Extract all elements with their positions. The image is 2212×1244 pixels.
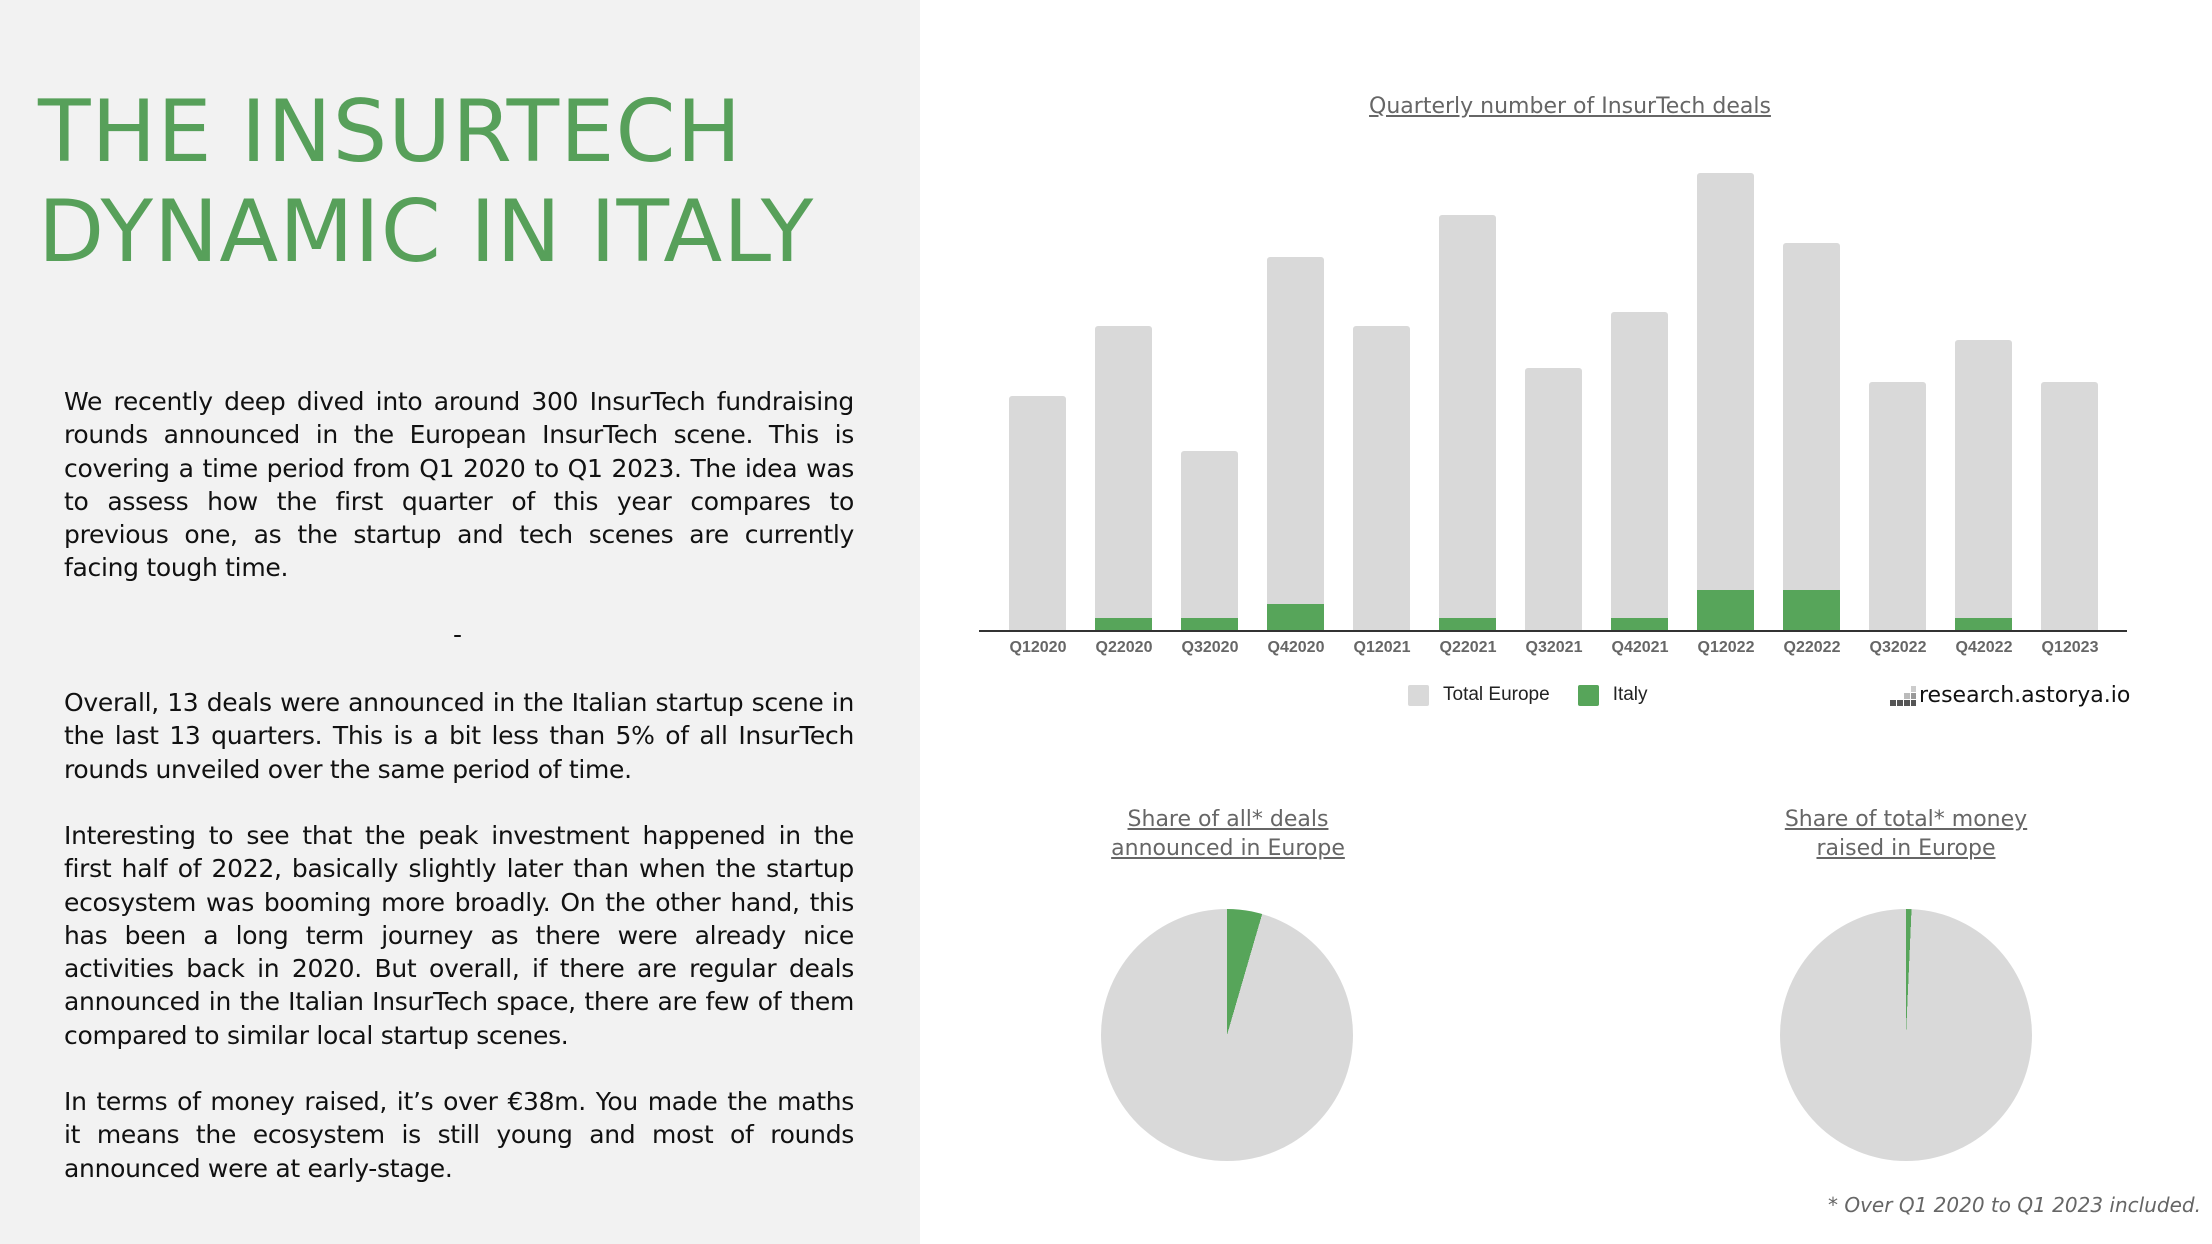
chart-legend [1408, 683, 1676, 707]
x-axis-label: Q32021 [1525, 639, 1583, 656]
pie-deals-title-line2: announced in Europe [1111, 836, 1345, 861]
x-axis-line [979, 630, 2127, 632]
pie-deals-title-line1: Share of all* deals [1127, 807, 1329, 832]
x-axis-label: Q42020 [1267, 639, 1325, 656]
x-axis-label: Q22022 [1783, 639, 1841, 656]
x-axis-label: Q12021 [1353, 639, 1411, 656]
intro-paragraph: We recently deep dived into around 300 InsurTech fundraising rounds announced in the European InsurTech scene. This is covering a time period from Q1 2020 to Q1 2023. The idea was to assess how the first quarter of this year compares to previous one, as the startup and tech scenes are currently facing tough time. [64, 387, 854, 583]
bar-total-europe [1783, 243, 1840, 632]
bar-total-europe [1869, 382, 1926, 632]
bar-group [1439, 150, 1496, 632]
x-axis-label: Q12022 [1697, 639, 1755, 656]
bar-group [1009, 150, 1066, 632]
pie-chart-deals-share [1101, 909, 1353, 1161]
x-axis-label: Q12020 [1009, 639, 1067, 656]
pie-money-title-line2: raised in Europe [1816, 836, 1996, 861]
bar-total-europe [2041, 382, 2098, 632]
pie-chart-money-share [1780, 909, 2032, 1161]
legend-label-italy: Italy [1612, 684, 1648, 705]
x-axis-label: Q22020 [1095, 639, 1153, 656]
x-axis-label: Q32020 [1181, 639, 1239, 656]
legend-swatch-italy [1578, 685, 1599, 706]
bar-group [1353, 150, 1410, 632]
page-title-line2: DYNAMIC IN ITALY [38, 182, 815, 282]
page-title-line1: THE INSURTECH [38, 82, 743, 182]
bar-total-europe [1611, 312, 1668, 632]
bar-total-europe [1267, 257, 1324, 632]
pie-money-title-line1: Share of total* money [1784, 807, 2028, 832]
bar-group [1955, 150, 2012, 632]
bar-group [2041, 150, 2098, 632]
peak-paragraph: Interesting to see that the peak investment happened in the first half of 2022, basically slightly later than when the startup ecosystem was booming more broadly. On the other hand, this has been a long term journey as there were already nice activities back in 2020. But overall, if there are regular deals announced in the Italian InsurTech space, there are few of them compared to similar local startup scenes. [64, 821, 854, 1050]
legend-swatch-total-europe [1408, 685, 1429, 706]
bar-group [1783, 150, 1840, 632]
bar-group [1095, 150, 1152, 632]
legend-label-total-europe: Total Europe [1443, 684, 1550, 705]
x-axis-label: Q42021 [1611, 639, 1669, 656]
bar-total-europe [1955, 340, 2012, 632]
bar-italy [1783, 590, 1840, 632]
separator-dash: - [453, 620, 463, 649]
bar-group [1697, 150, 1754, 632]
bar-total-europe [1525, 368, 1582, 632]
bar-grid-icon [1890, 686, 1916, 706]
bar-group [1181, 150, 1238, 632]
bar-total-europe [1353, 326, 1410, 632]
footnote: * Over Q1 2020 to Q1 2023 included. [1828, 1193, 2201, 1217]
pie-deals-title [1078, 805, 1378, 863]
bar-total-europe [1181, 451, 1238, 632]
bar-total-europe [1095, 326, 1152, 632]
pie-money-title [1741, 805, 2071, 863]
bar-group [1611, 150, 1668, 632]
bar-group [1869, 150, 1926, 632]
bar-total-europe [1439, 215, 1496, 632]
deals-paragraph: Overall, 13 deals were announced in the Italian startup scene in the last 13 quarters. This is a bit less than 5% of all InsurTech rounds unveiled over the same period of time. [64, 688, 854, 784]
logo-text: research.astorya.io [1919, 683, 2131, 708]
x-axis-label: Q42022 [1955, 639, 2013, 656]
bar-chart [979, 150, 2129, 632]
x-axis-label: Q32022 [1869, 639, 1927, 656]
bar-chart-title: Quarterly number of InsurTech deals [1369, 94, 1771, 119]
x-axis-label: Q22021 [1439, 639, 1497, 656]
bar-total-europe [1009, 396, 1066, 632]
bar-total-europe [1697, 173, 1754, 632]
bar-italy [1697, 590, 1754, 632]
money-paragraph: In terms of money raised, it’s over €38m. You made the maths it means the ecosystem is still young and most of rounds announced were at early-stage. [64, 1087, 854, 1183]
bar-group [1267, 150, 1324, 632]
page-title [38, 82, 908, 282]
bar-group [1525, 150, 1582, 632]
bar-italy [1267, 604, 1324, 632]
x-axis-label: Q12023 [2041, 639, 2099, 656]
brand-logo [1890, 682, 2130, 710]
